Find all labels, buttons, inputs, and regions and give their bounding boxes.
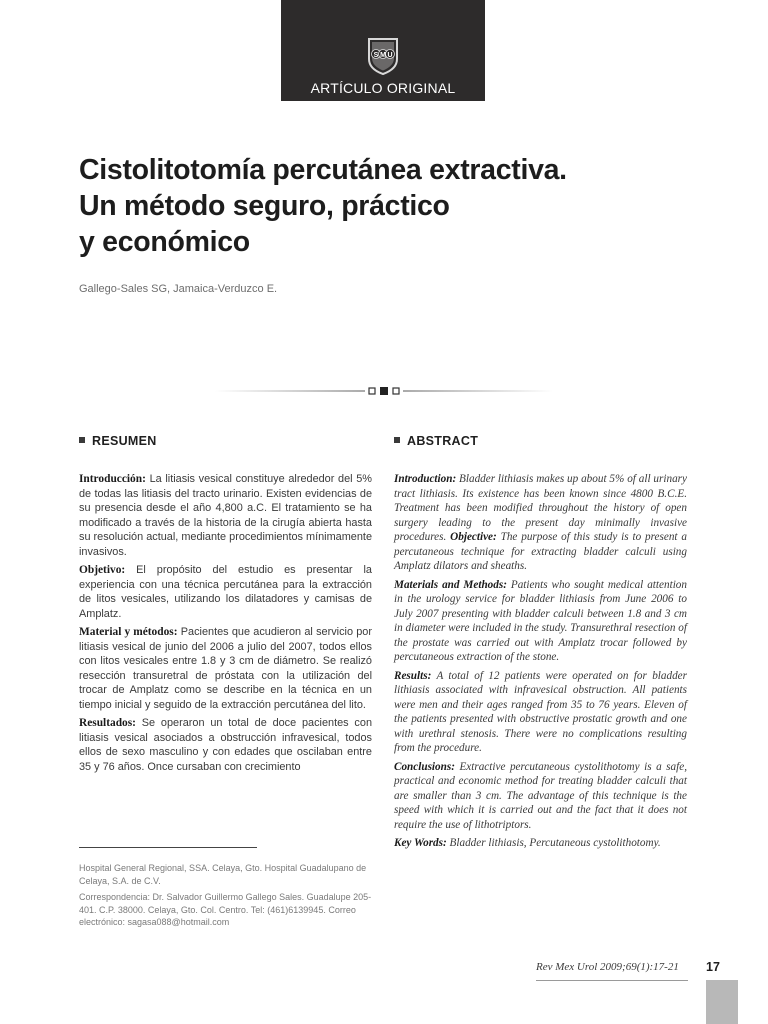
article-type-label: ARTÍCULO ORIGINAL (310, 80, 456, 96)
resumen-body (79, 472, 372, 778)
journal-citation: Rev Mex Urol 2009;69(1):17-21 (536, 961, 679, 973)
abstract-paragraph: Materials and Methods: Patients who sought medical attention in the urology service for bladder lithiasis from June 2006 to July 2007 presenting with bladder calculi between 1.8 and 3 cm in diameter were included in the study. Transurethral resection of the prostate was carried out with Amplatz trocar followed by percutaneous extraction of the stone. (394, 578, 687, 663)
abstract-heading: ABSTRACT (394, 434, 478, 448)
ornamental-divider (215, 383, 553, 399)
article-title (79, 152, 719, 260)
page-number: 17 (706, 960, 720, 974)
svg-text:S: S (373, 52, 379, 59)
resumen-paragraph: Resultados: Se operaron un total de doce pacientes con litiasis vesical asociados a obstrucción infravesical, todos ellos de sexo masculino y con edades que oscilaban entre 35 y 76 años. Once cursaban con crecimiento (79, 717, 372, 773)
affiliation-note: Hospital General Regional, SSA. Celaya, Gto. Hospital Guadalupano de Celaya, S.A. de C.V. (79, 863, 367, 886)
resumen-paragraph: Material y métodos: Pacientes que acudieron al servicio por litiasis vesical de junio del 2006 a julio del 2007, todos ellos con litos vesicales entre 1.8 y 3 cm de diámetro. Se realizó resección transuretral de próstata con la utilización del trocar de Amplatz como se describe en la técnica en un tiempo inicial y seguido de la extracción percutánea del lito. (79, 626, 372, 711)
abstract-paragraph: Key Words: Bladder lithiasis, Percutaneous cystolithotomy. (394, 837, 661, 849)
resumen-paragraph: Objetivo: El propósito del estudio es presentar la experiencia con una técnica percutánea para la extracción de litos vesicales, utilizando los dilatadores y camisas de Amplatz. (79, 564, 372, 620)
authors: Gallego-Sales SG, Jamaica-Verduzco E. (79, 283, 278, 295)
smu-logo (363, 35, 403, 75)
section-header-box (281, 0, 485, 101)
abstract-paragraph: Conclusions: Extractive percutaneous cystolithotomy is a safe, practical and economic method for treating bladder calculi that are smaller than 3 cm. The advantage of this technique is the speed with which it is carried out and the fact that it does not require the use of lithotriptors. (394, 760, 687, 831)
resumen-paragraph: Introducción: La litiasis vesical constituye alrededor del 5% de todas las litiasis del tracto urinario. Existen evidencias de su presencia desde el año 4,800 a.C. El tratamiento se ha modificado a través de la historia de la cirugía abierta hasta su resolución actual, mediante procedimientos mínimamente invasivos. (79, 473, 372, 558)
correspondence-note: Correspondencia: Dr. Salvador Guillermo Gallego Sales. Guadalupe 205-401. C.P. 38000. Celaya, Gto. Col. Centro. Tel: (461)6139945. Correo electrónico: sagasa088@hotmail.com (79, 892, 372, 927)
footnote-rule (79, 847, 257, 848)
svg-text:U: U (387, 52, 393, 59)
page-edge-tab (706, 980, 738, 1024)
svg-text:M: M (380, 52, 386, 59)
title-line: y económico (79, 226, 250, 258)
title-line: Un método seguro, práctico (79, 190, 450, 222)
footer-rule (536, 980, 688, 981)
bullet-square-icon (394, 437, 400, 443)
resumen-heading: RESUMEN (79, 434, 157, 448)
abstract-paragraph: Introduction: Bladder lithiasis makes up about 5% of all urinary tract lithiasis. Its existence has been known since 4800 B.C.E. Treatment has been modified throughout the history of open surgery leading to the present day minimally invasive procedures. Objective: The purpose of this study is to present a percutaneous technique for extracting bladder calculi using Amplatz dilators and sheaths. (394, 473, 687, 572)
abstract-paragraph: Results: A total of 12 patients were operated on for bladder lithiasis associated with infravesical obstruction. All patients were men and their ages ranged from 35 to 76 years. Eleven of the patients presented with obstructive prostatic growth and one with urethral stenosis. There were no complications resulting from the procedure. (394, 669, 687, 754)
bullet-square-icon (79, 437, 85, 443)
title-line: Cistolitotomía percutánea extractiva. (79, 154, 567, 186)
abstract-body (394, 472, 687, 855)
footnotes (79, 862, 379, 933)
